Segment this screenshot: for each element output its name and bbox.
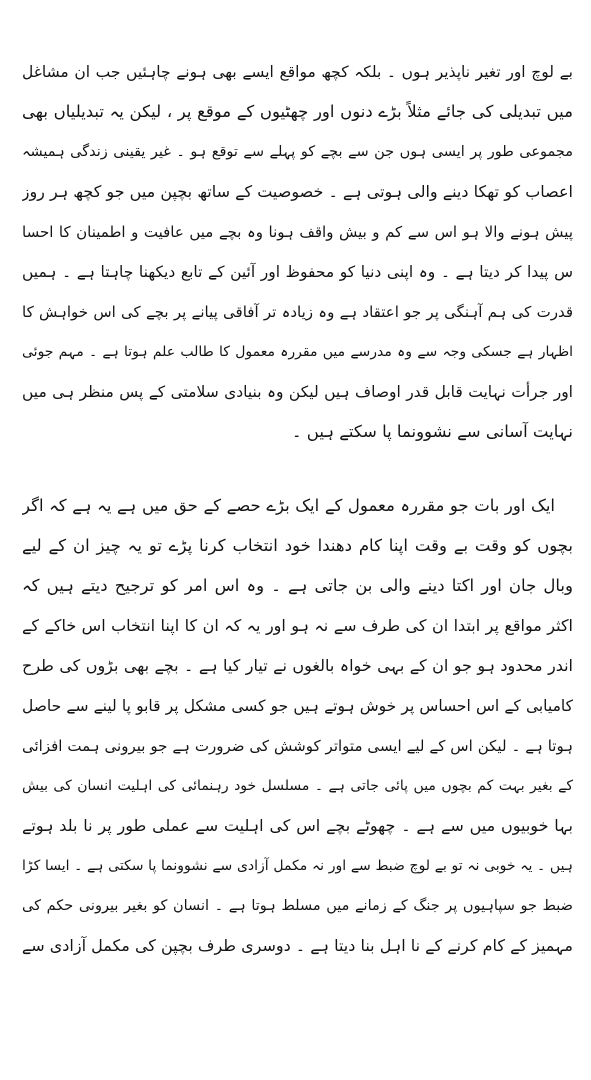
text-line: پیش ہونے والا ہو اس سے کم و بیش واقف ہونا وہ بچے میں عافیت و اطمینان کا احسا bbox=[22, 223, 573, 241]
text-line: ضبط جو سپاہیوں پر جنگ کے زمانے میں مسلط ہوتا ہے ۔ انسان کو بغیر بیرونی حکم کی bbox=[22, 898, 573, 914]
text-line: بہا خوبیوں میں سے ہے ۔ چھوٹے بچے اس کی اہلیت سے عملی طور پر نا بلد ہوتے bbox=[22, 816, 573, 835]
text-line: اظہار ہے جسکی وجہ سے وہ مدرسے میں مقررہ معمول کا طالب علم ہوتا ہے ۔ مہم جوئی bbox=[22, 344, 573, 360]
text-line: کامیابی کے اس احساس پر خوش ہوتے ہیں جو کسی مشکل پر قابو پا لینے سے حاصل bbox=[22, 697, 573, 715]
text-line: میں تبدیلی کی جائے مثلاً بڑے دنوں اور چھٹیوں کے موقع پر ، لیکن یہ تبدیلیاں بھی bbox=[22, 102, 573, 121]
text-line: بے لوچ اور تغیر ناپذیر ہوں ۔ بلکہ کچھ مواقع ایسے بھی ہونے چاہئیں جب ان مشاغل bbox=[22, 63, 573, 81]
text-line: بچوں کو وقت بے وقت اپنا کام دھندا خود انتخاب کرنا پڑے تو یہ چیز ان کے لیے bbox=[22, 536, 573, 555]
text-line: کے بغیر بہت کم بچوں میں پائی جاتی ہے ۔ مسلسل خود رہنمائی کی اہلیت انسان کی بیش bbox=[22, 778, 573, 794]
text-line: ایک اور بات جو مقررہ معمول کے ایک بڑے حصے کے حق میں ہے یہ ہے کہ اگر bbox=[22, 496, 555, 515]
text-line: نہایت آسانی سے نشوونما پا سکتے ہیں ۔ bbox=[291, 422, 573, 441]
text-line: وبال جان اور اکتا دینے والی بن جاتی ہے ۔ وہ اس امر کو ترجیح دیتے ہیں کہ bbox=[22, 576, 573, 595]
text-line: اور جرأت نہایت قابل قدر اوصاف ہیں لیکن وہ بنیادی سلامتی کے پس منظر ہی میں bbox=[22, 383, 573, 401]
text-line: اکثر مواقع پر ابتدا ان کی طرف سے نہ ہو اور یہ کہ ان کا اپنا انتخاب اس خاکے کے bbox=[22, 616, 573, 635]
text-line: مہمیز کے کام کرنے کے نا اہل بنا دیتا ہے ۔ دوسری طرف بچپن کی مکمل آزادی سے bbox=[22, 936, 573, 955]
text-line: اعصاب کو تھکا دینے والی ہوتی ہے ۔ خصوصیت کے ساتھ بچپن میں جو کچھ ہر روز bbox=[22, 182, 573, 201]
paragraph bbox=[22, 486, 573, 966]
text-line: مجموعی طور پر ایسی ہوں جن سے بچے کو پہلے سے توقع ہو ۔ غیر یقینی زندگی ہمیشہ bbox=[22, 144, 573, 160]
text-line: س پیدا کر دیتا ہے ۔ وہ اپنی دنیا کو محفوظ اور آئین کے تابع دیکھنا چاہتا ہے ۔ ہمیں bbox=[22, 263, 573, 281]
text-line: ہوتا ہے ۔ لیکن اس کے لیے ایسی متواتر کوشش کی ضرورت ہے جو بیرونی ہمت افزائی bbox=[22, 737, 573, 755]
text-line: اندر محدود ہو جو ان کے بہی خواہ بالغوں نے تیار کیا ہے ۔ بچے بھی بڑوں کی طرح bbox=[22, 656, 573, 675]
text-line: قدرت کی ہم آہنگی پر جو اعتقاد ہے وہ زیادہ تر آفاقی پیانے پر بچے کی اس خواہش کا bbox=[22, 303, 573, 321]
paragraph bbox=[22, 52, 573, 452]
text-line: ہیں ۔ یہ خوبی نہ تو بے لوچ ضبط سے اور نہ مکمل آزادی سے نشوونما پا سکتی ہے ۔ ایسا کڑا bbox=[22, 858, 573, 874]
